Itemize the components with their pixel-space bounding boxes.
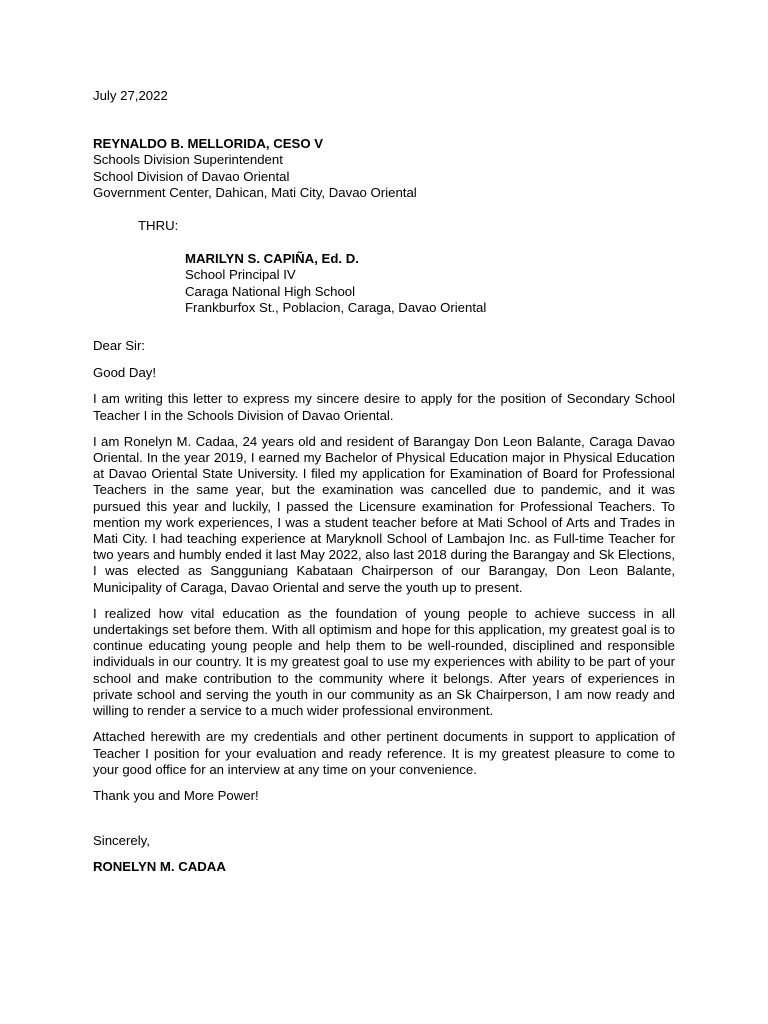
thru-address: Frankburfox St., Poblacion, Caraga, Davao Oriental [185,299,487,315]
body-paragraph-goals: I realized how vital education as the foundation of young people to achieve success in all undertakings set before them. With all optimism and hope for this application, my greatest goal is to continue educating young people and help them to be well-rounded, disciplined and responsible individuals in our country. It is my greatest goal to use my experiences with ability to be part of your school and make contribution to the community where it belongs. After years of experiences in private school and serving the youth in our community as an Sk Chairperson, I am now ready and willing to render a service to a much wider professional environment. [93,605,675,719]
date-text: July 27,2022 [93,88,168,103]
salutation [93,338,675,354]
recipient-name: REYNALDO B. MELLORIDA, CESO V [93,136,324,152]
recipient-office: School Division of Davao Oriental [93,168,290,184]
signature-name: RONELYN M. CADAA [93,859,226,875]
closing-text: Sincerely, [93,833,150,849]
closing [93,833,675,849]
thanks-line [93,788,675,804]
thru-label-text: THRU: [138,218,179,234]
greeting-text: Good Day! [93,365,157,381]
letter-date [93,88,675,104]
recipient-block [93,136,675,201]
thru-recipient-block [93,251,675,316]
greeting [93,365,675,381]
thru-label [93,218,675,234]
body-paragraph-background: I am Ronelyn M. Cadaa, 24 years old and resident of Barangay Don Leon Balante, Caraga Davao Oriental. In the year 2019, I earned my Bachelor of Physical Education major in Physical Education at Davao Oriental State University. I filed my application for Examination of Board for Professional Teachers in the same year, but the examination was cancelled due to pandemic, and it was pursued this year and luckily, I passed the Licensure examination for Professional Teachers. To mention my work experiences, I was a student teacher before at Mati School of Arts and Trades in Mati City. I had teaching experience at Maryknoll School of Lambajon Inc. as Full-time Teacher for two years and humbly ended it last May 2022, also last 2018 during the Barangay and Sk Elections, I was elected as Sangguniang Kabataan Chairperson of our Barangay, Don Leon Balante, Municipality of Caraga, Davao Oriental and serve the youth up to present. [93,433,675,595]
body-paragraph-intent: I am writing this letter to express my sincere desire to apply for the position of Secondary School Teacher I in the Schools Division of Davao Oriental. [93,391,675,423]
recipient-address: Government Center, Dahican, Mati City, Davao Oriental [93,184,417,200]
thanks-text: Thank you and More Power! [93,787,259,803]
recipient-title: Schools Division Superintendent [93,152,283,168]
signature [93,859,675,875]
thru-title: School Principal IV [185,267,296,283]
letter-page [93,88,675,876]
body-paragraph-attachments: Attached herewith are my credentials and other pertinent documents in support to application of Teacher I position for your evaluation and ready reference. It is my greatest pleasure to come to your good office for an interview at any time on your convenience. [93,729,675,777]
salutation-text: Dear Sir: [93,338,146,354]
thru-school: Caraga National High School [185,283,356,299]
thru-name: MARILYN S. CAPIÑA, Ed. D. [185,251,359,267]
